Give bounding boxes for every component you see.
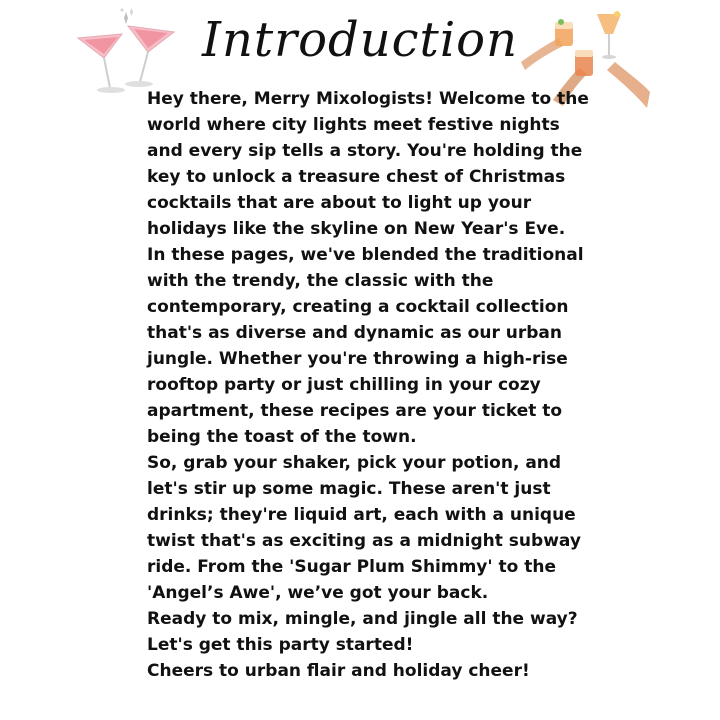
intro-paragraph: So, grab your shaker, pick your potion, and let's stir up some magic. These aren't just drinks; they're liquid art, each with a unique twist that's as exciting as a midnight subway ride. From the 'Sugar Plum Shimmy' to the 'Angel’s Awe', we’ve got your back. (147, 453, 581, 603)
intro-paragraph: Ready to mix, mingle, and jingle all the way? Let's get this party started! (147, 609, 578, 655)
intro-paragraph: Hey there, Merry Mixologists! Welcome to the world where city lights meet festive nights and every sip tells a story. You're holding the key to unlock a treasure chest of Christmas cocktails that are about to light up your holidays like the skyline on New Year's Eve. (147, 89, 589, 239)
intro-paragraph: In these pages, we've blended the traditional with the trendy, the classic with the contemporary, creating a cocktail collection that's as diverse and dynamic as our urban jungle. Whether you're throwing a high-rise rooftop party or just chilling in your cozy apartment, these recipes are your ticket to being the toast of the town. (147, 245, 584, 447)
intro-paragraph: Cheers to urban flair and holiday cheer! (147, 661, 530, 681)
page-title: Introduction (202, 12, 518, 68)
intro-body (147, 86, 597, 684)
